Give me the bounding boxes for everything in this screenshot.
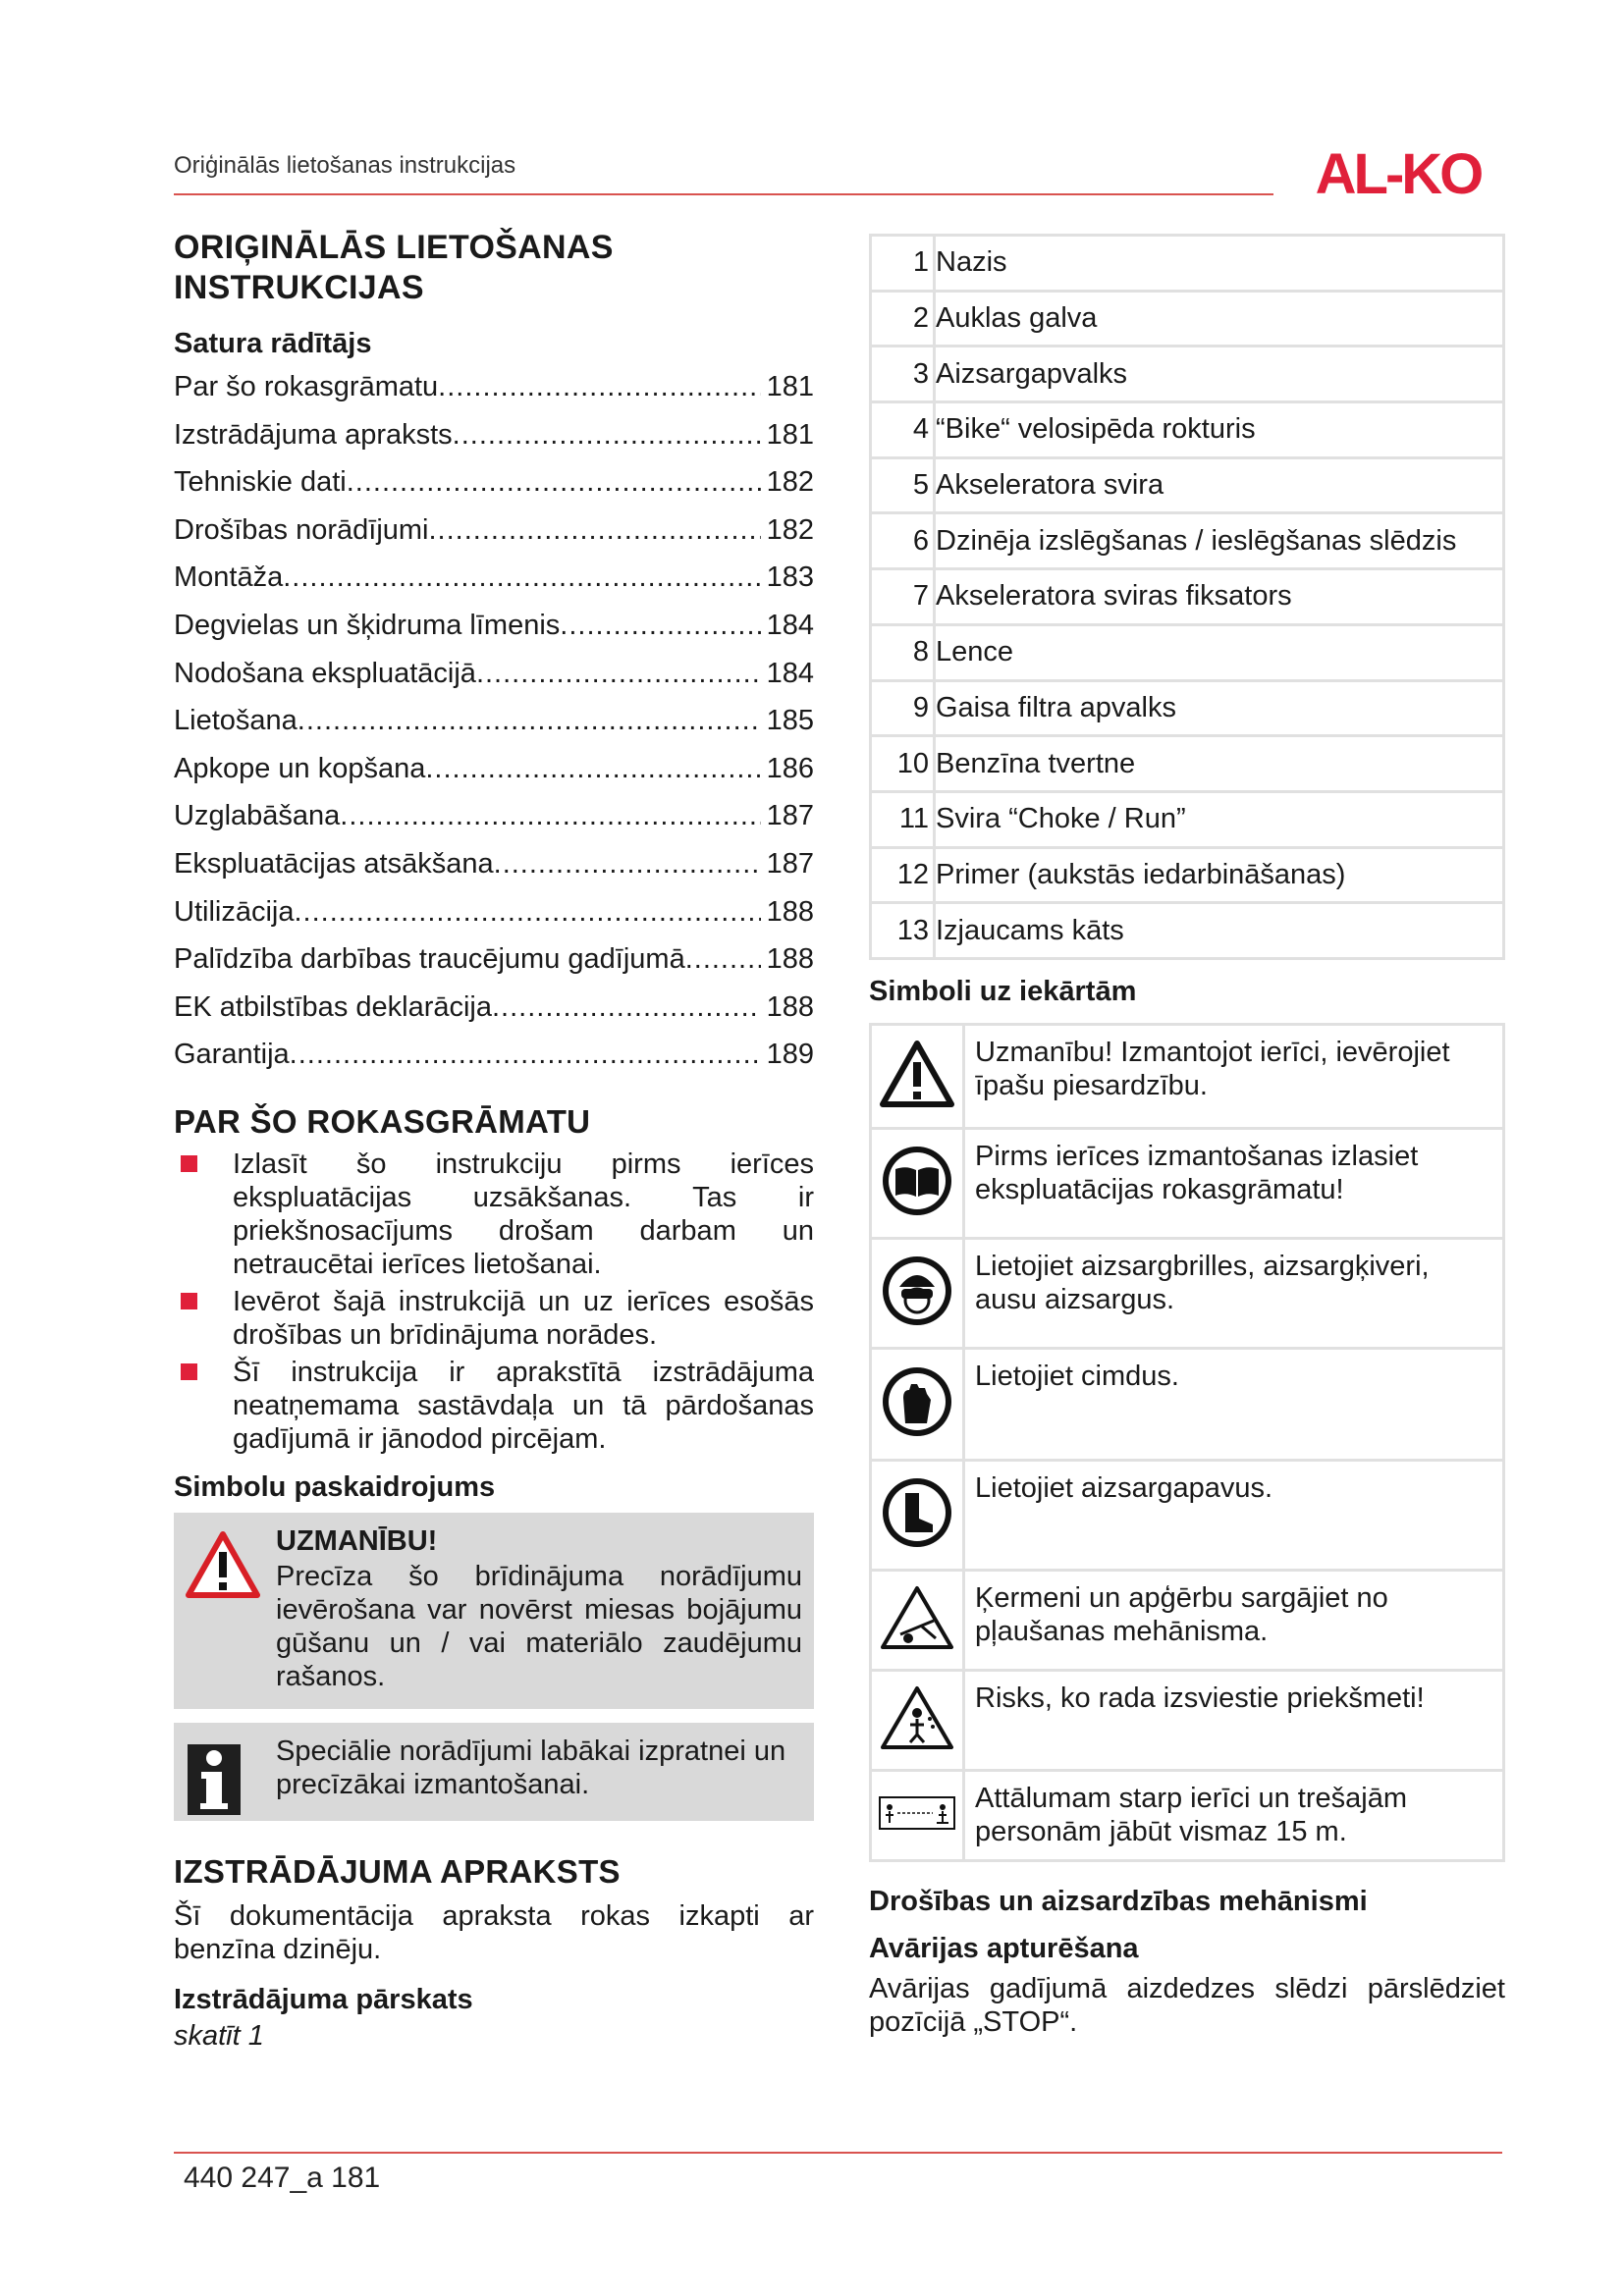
warning-notice-box <box>174 1513 814 1709</box>
symbols-explanation-heading: Simbolu paskaidrojums <box>174 1470 496 1503</box>
about-heading: PAR ŠO ROKASGRĀMATU <box>174 1102 591 1140</box>
emergency-stop-text: Avārijas gadījumā aizdedzes slēdzi pārslēdziet pozīcijā „STOP“. <box>869 1972 1505 2038</box>
distance-15m-icon <box>878 1793 956 1833</box>
symbol-text: Lietojiet aizsargapavus. <box>964 1460 1504 1570</box>
part-number: 8 <box>871 624 935 680</box>
header-divider <box>174 193 1273 195</box>
table-row <box>871 347 1504 402</box>
part-number: 9 <box>871 680 935 736</box>
part-number: 1 <box>871 236 935 292</box>
table-row <box>871 1024 1504 1128</box>
table-row <box>871 1570 1504 1670</box>
device-symbols-table <box>869 1023 1505 1862</box>
bullet-text: Šī instrukcija ir aprakstītā izstrādājuma neatņemama sastāvdaļa un tā pārdošanas gadījumā ir jānodod pircējam. <box>233 1356 814 1455</box>
part-label: Auklas galva <box>935 291 1504 347</box>
table-row <box>871 847 1504 903</box>
table-row <box>871 236 1504 292</box>
toc-entry-title: Apkope un kopšana <box>174 752 426 784</box>
table-row <box>871 1238 1504 1348</box>
toc-entry-page: 189 <box>766 1039 814 1071</box>
bullet-square-icon <box>181 1155 197 1172</box>
toc-entry-title: Par šo rokasgrāmatu <box>174 371 439 402</box>
safety-mechanisms-heading: Drošības un aizsardzības mehānismi <box>869 1885 1368 1917</box>
bullet-item <box>174 1356 814 1456</box>
table-row <box>871 1348 1504 1460</box>
info-text: Speciālie norādījumi labākai izpratnei un precīzākai izmantošanai. <box>276 1735 786 1800</box>
symbol-icon-cell <box>871 1238 964 1348</box>
product-description-text: Šī dokumentācija apraksta rokas izkapti ar benzīna dzinēju. <box>174 1899 814 1965</box>
toc-entry[interactable] <box>174 1035 814 1083</box>
symbol-icon-cell <box>871 1460 964 1570</box>
toc-entry-page: 184 <box>766 609 814 641</box>
table-row <box>871 680 1504 736</box>
toc-entry-page: 181 <box>766 418 814 451</box>
toc-entry-page: 185 <box>766 705 814 737</box>
part-number: 5 <box>871 457 935 513</box>
toc-entry[interactable] <box>174 558 814 606</box>
thrown-objects-icon <box>879 1683 955 1752</box>
part-number: 4 <box>871 402 935 458</box>
part-label: Nazis <box>935 236 1504 292</box>
info-notice-box <box>174 1723 814 1821</box>
table-row <box>871 457 1504 513</box>
warning-title: UZMANĪBU! <box>276 1524 438 1557</box>
toc-entry[interactable] <box>174 844 814 892</box>
table-row <box>871 1770 1504 1860</box>
warning-triangle-icon <box>879 1039 955 1109</box>
face-protection-icon <box>880 1254 954 1328</box>
toc-entry-page: 188 <box>766 990 814 1023</box>
part-number: 7 <box>871 569 935 625</box>
bullet-text: Ievērot šajā instrukcijā un uz ierīces esošās drošības un brīdinājuma norādes. <box>233 1285 814 1351</box>
part-label: Izjaucams kāts <box>935 903 1504 959</box>
gloves-icon <box>880 1364 954 1439</box>
table-row <box>871 513 1504 569</box>
device-symbols-heading: Simboli uz iekārtām <box>869 975 1137 1007</box>
table-of-contents <box>174 367 814 1083</box>
toc-entry[interactable] <box>174 367 814 415</box>
symbol-icon-cell <box>871 1348 964 1460</box>
toc-entry[interactable] <box>174 988 814 1036</box>
footer-divider <box>174 2152 1502 2154</box>
toc-entry[interactable] <box>174 701 814 749</box>
cutting-hazard-icon <box>879 1583 955 1652</box>
part-label: Aizsargapvalks <box>935 347 1504 402</box>
part-number: 11 <box>871 791 935 847</box>
toc-entry-title: Lietošana <box>174 705 298 737</box>
toc-entry-title: Ekspluatācijas atsākšana <box>174 847 494 880</box>
warning-triangle-icon <box>186 1530 260 1599</box>
symbol-text: Lietojiet cimdus. <box>964 1348 1504 1460</box>
table-row <box>871 791 1504 847</box>
product-overview-heading: Izstrādājuma pārskats <box>174 1983 473 2015</box>
right-column <box>869 234 1505 2039</box>
about-bullet-list <box>174 1148 814 1456</box>
toc-entry-title: Nodošana ekspluatācijā <box>174 657 476 689</box>
part-label: Gaisa filtra apvalks <box>935 680 1504 736</box>
table-row <box>871 903 1504 959</box>
page-footer: 440 247_a 181 <box>184 2162 381 2194</box>
toc-entry-title: Tehniskie dati <box>174 466 347 499</box>
toc-entry-title: Palīdzība darbības traucējumu gadījumā <box>174 943 685 976</box>
left-column <box>174 228 814 2053</box>
toc-entry-title: Uzglabāšana <box>174 800 341 832</box>
table-row <box>871 1670 1504 1770</box>
header-title: Oriģinālās lietošanas instrukcijas <box>174 152 516 179</box>
toc-entry-title: Izstrādājuma apraksts <box>174 418 453 451</box>
info-icon <box>188 1744 241 1815</box>
page-header <box>174 152 1273 180</box>
toc-entry[interactable] <box>174 462 814 510</box>
product-description-heading: IZSTRĀDĀJUMA APRAKSTS <box>174 1852 621 1890</box>
warning-text-block <box>276 1524 802 1693</box>
toc-entry[interactable] <box>174 796 814 844</box>
table-row <box>871 624 1504 680</box>
part-label: Dzinēja izslēgšanas / ieslēgšanas slēdzis <box>935 513 1504 569</box>
toc-entry-title: Degvielas un šķidruma līmenis <box>174 609 561 641</box>
toc-entry-title: Garantija <box>174 1039 290 1071</box>
toc-entry[interactable] <box>174 939 814 988</box>
bullet-text: Izlasīt šo instrukciju pirms ierīces ekspluatācijas uzsākšanas. Tas ir priekšnosacījums drošam darbam un netraucētai ierīces lietošanai. <box>233 1148 814 1280</box>
symbol-icon-cell <box>871 1670 964 1770</box>
toc-entry-page: 182 <box>766 513 814 546</box>
toc-entry-title: Montāža <box>174 561 284 594</box>
bullet-item <box>174 1285 814 1352</box>
part-label: Primer (aukstās iedarbināšanas) <box>935 847 1504 903</box>
toc-entry-page: 182 <box>766 466 814 499</box>
part-label: “Bike“ velosipēda rokturis <box>935 402 1504 458</box>
toc-entry-page: 183 <box>766 561 814 594</box>
bullet-square-icon <box>181 1363 197 1380</box>
bullet-square-icon <box>181 1293 197 1309</box>
toc-entry[interactable] <box>174 749 814 797</box>
page-title <box>174 228 814 308</box>
toc-entry-page: 188 <box>766 895 814 928</box>
symbol-text: Ķermeni un apģērbu sargājiet no pļaušanas mehānisma. <box>964 1570 1504 1670</box>
part-number: 3 <box>871 347 935 402</box>
part-label: Akseleratora svira <box>935 457 1504 513</box>
alko-logo-text: AL-KO <box>1315 142 1482 203</box>
toc-entry-title: Drošības norādījumi <box>174 513 429 546</box>
toc-entry-page: 181 <box>766 371 814 402</box>
part-label: Lence <box>935 624 1504 680</box>
symbol-icon-cell <box>871 1570 964 1670</box>
toc-entry[interactable] <box>174 892 814 940</box>
symbol-icon-cell <box>871 1024 964 1128</box>
toc-entry[interactable] <box>174 654 814 702</box>
toc-entry[interactable] <box>174 510 814 559</box>
page-title-line2: INSTRUKCIJAS <box>174 269 424 306</box>
part-label: Akseleratora sviras fiksators <box>935 569 1504 625</box>
toc-heading: Satura rādītājs <box>174 328 372 359</box>
page-title-line1: ORIĢINĀLĀS LIETOŠANAS <box>174 229 614 266</box>
symbol-text: Attālumam starp ierīci un trešajām personām jābūt vismaz 15 m. <box>964 1770 1504 1860</box>
toc-entry-page: 184 <box>766 657 814 689</box>
part-number: 6 <box>871 513 935 569</box>
toc-entry-page: 186 <box>766 752 814 784</box>
part-label: Benzīna tvertne <box>935 736 1504 792</box>
table-row <box>871 1128 1504 1238</box>
table-row <box>871 736 1504 792</box>
symbol-text: Lietojiet aizsargbrilles, aizsargķiveri, ausu aizsargus. <box>964 1238 1504 1348</box>
part-label: Svira “Choke / Run” <box>935 791 1504 847</box>
warning-body: Precīza šo brīdinājuma norādījumu ievērošana var novērst miesas bojājumu gūšanu un / vai materiālo zaudējumu rašanos. <box>276 1560 802 1692</box>
table-row <box>871 569 1504 625</box>
part-number: 2 <box>871 291 935 347</box>
table-row <box>871 291 1504 347</box>
toc-entry-page: 187 <box>766 800 814 832</box>
parts-table <box>869 234 1505 960</box>
boots-icon <box>880 1475 954 1550</box>
symbol-icon-cell <box>871 1770 964 1860</box>
toc-entry-page: 188 <box>766 943 814 976</box>
product-overview-reference: skatīt 1 <box>174 2019 264 2052</box>
part-number: 13 <box>871 903 935 959</box>
symbol-icon-cell <box>871 1128 964 1238</box>
toc-entry-title: EK atbilstības deklarācija <box>174 990 492 1023</box>
toc-entry[interactable] <box>174 606 814 654</box>
part-number: 10 <box>871 736 935 792</box>
toc-entry-title: Utilizācija <box>174 895 295 928</box>
emergency-stop-heading: Avārijas apturēšana <box>869 1932 1139 1964</box>
bullet-item <box>174 1148 814 1281</box>
alko-logo <box>1294 142 1502 203</box>
toc-entry-page: 187 <box>766 847 814 880</box>
symbol-text: Pirms ierīces izmantošanas izlasiet ekspluatācijas rokasgrāmatu! <box>964 1128 1504 1238</box>
toc-entry[interactable] <box>174 415 814 463</box>
table-row <box>871 1460 1504 1570</box>
table-row <box>871 402 1504 458</box>
part-number: 12 <box>871 847 935 903</box>
symbol-text: Uzmanību! Izmantojot ierīci, ievērojiet īpašu piesardzību. <box>964 1024 1504 1128</box>
read-manual-icon <box>880 1144 954 1218</box>
symbol-text: Risks, ko rada izsviestie priekšmeti! <box>964 1670 1504 1770</box>
